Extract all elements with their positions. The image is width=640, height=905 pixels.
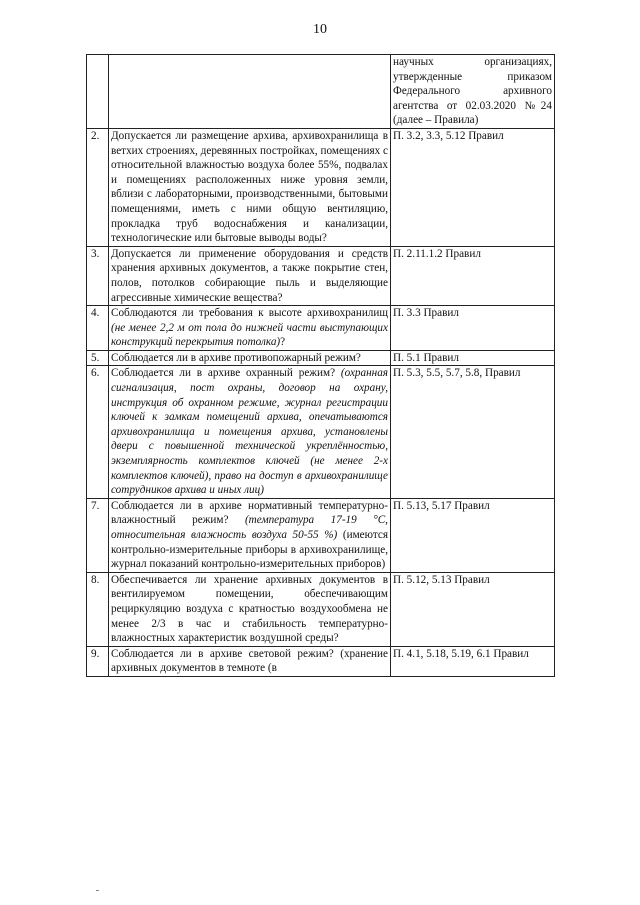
question-text: Обеспечивается ли хранение архивных документов в вентилируемом помещении, обеспечивающим рециркуляцию воздуха с кратностью воздухообмена не менее 2/3 в час и стабильность температурно-влажностных характеристик воздушной среды? (111, 573, 388, 645)
question-text: Соблюдается ли в архиве нормативный температурно-влажностный режим? (111, 499, 388, 527)
checklist-table (86, 54, 555, 677)
question-cell (109, 246, 391, 305)
question-text: Соблюдаются ли требования к высоте архивохранилищ (111, 307, 388, 320)
question-cell (109, 350, 391, 366)
question-cell (109, 646, 391, 676)
reference-cell: П. 5.3, 5.5, 5.7, 5.8, Правил (391, 366, 555, 498)
question-cell (109, 498, 391, 572)
question-cell (109, 572, 391, 646)
question-cell (109, 128, 391, 246)
row-number: 6. (87, 366, 109, 498)
question-text: (имеются контрольно-измерительные приборы в архивохранилище, журнал показаний контрольно-измерительных приборов) (111, 529, 388, 571)
question-cell (109, 366, 391, 498)
question-note: (не менее 2,2 м от пола до нижней части выступающих конструкций перекрытия потолка) (111, 321, 388, 349)
row-number (87, 55, 109, 129)
table-row (87, 572, 555, 646)
reference-cell: П. 4.1, 5.18, 5.19, 6.1 Правил (391, 646, 555, 676)
reference-cell: П. 3.3 Правил (391, 306, 555, 351)
scan-artifact (96, 890, 99, 891)
table-row (87, 350, 555, 366)
table-row (87, 306, 555, 351)
question-text: Соблюдается ли в архиве противопожарный режим? (111, 351, 361, 364)
row-number: 3. (87, 246, 109, 305)
row-number: 8. (87, 572, 109, 646)
row-number: 4. (87, 306, 109, 351)
table-row (87, 55, 555, 129)
reference-cell: П. 3.2, 3.3, 5.12 Правил (391, 128, 555, 246)
question-cell (109, 55, 391, 129)
question-text: Допускается ли применение оборудования и средств хранения архивных документов, а также покрытие стен, полов, потолков собирающие пыль и выделяющие агрессивные химические вещества? (111, 247, 388, 304)
row-number: 2. (87, 128, 109, 246)
table-row (87, 366, 555, 498)
question-note: (охранная сигнализация, пост охраны, договор на охрану, инструкция об охранном режиме, журнал регистрации ключей к замкам помещений архива, опечатываются архивохранилища и помещения архива, установлены двери с повышенной технической укреплённостью, экземплярность комплектов ключей (не менее 2-х комплектов ключей), право на доступ в архивохранилище сотрудников архива и иных лиц) (111, 367, 388, 497)
question-cell (109, 306, 391, 351)
question-text: Соблюдается ли в архиве световой режим? (хранение архивных документов в темноте (в (111, 647, 388, 675)
table-row (87, 646, 555, 676)
row-number: 5. (87, 350, 109, 366)
page-number: 10 (313, 22, 327, 37)
question-text: ? (280, 336, 286, 349)
row-number: 7. (87, 498, 109, 572)
question-text: Допускается ли размещение архива, архивохранилища в ветхих строениях, деревянных постройках, помещениях с относительной влажностью воздуха более 55%, подвалах и помещениях расположенных ниже уровня земли, вблизи с лабораторными, производственными, бытовыми помещениями, иметь с ними общую вентиляцию, прокладка труб водоснабжения и канализации, технологические или бытовые выводы воды? (111, 129, 388, 245)
question-text: Соблюдается ли в архиве охранный режим? (111, 367, 341, 380)
reference-cell: П. 5.13, 5.17 Правил (391, 498, 555, 572)
reference-cell: научных организациях, утвержденные приказом Федерального архивного агентства от 02.03.2020 №24 (далее – Правила) (391, 55, 555, 129)
reference-cell: П. 2.11.1.2 Правил (391, 246, 555, 305)
table-row (87, 128, 555, 246)
table-row (87, 246, 555, 305)
table-row (87, 498, 555, 572)
row-number: 9. (87, 646, 109, 676)
question-note: (температура 17-19 °С, относительная влажность воздуха 50-55 %) (111, 514, 388, 541)
reference-cell: П. 5.12, 5.13 Правил (391, 572, 555, 646)
reference-cell: П. 5.1 Правил (391, 350, 555, 366)
